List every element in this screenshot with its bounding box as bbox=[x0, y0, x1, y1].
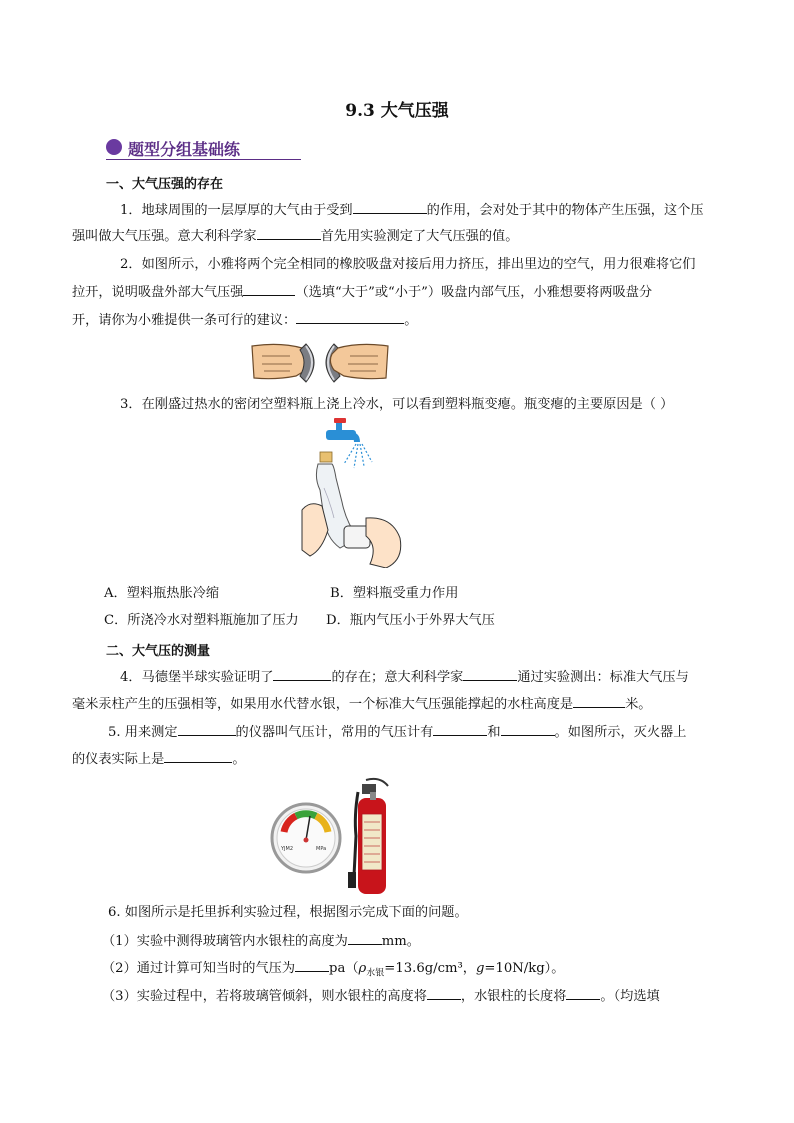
q6-text: （1）实验中测得玻璃管内水银柱的高度为 bbox=[102, 934, 348, 949]
q4-text: 毫米汞柱产生的压强相等，如果用水代替水银，一个标准大气压强能撑起的水柱高度是 bbox=[72, 697, 574, 712]
suction-cups-figure bbox=[250, 336, 390, 388]
q6-text: （3）实验过程中，若将玻璃管倾斜，则水银柱的高度将 bbox=[102, 989, 427, 1004]
answer-blank bbox=[353, 200, 427, 214]
answer-blank bbox=[295, 958, 329, 972]
q6-text: （2）通过计算可知当时的气压为 bbox=[102, 961, 296, 976]
q3-option-b: B．塑料瓶受重力作用 bbox=[330, 586, 459, 601]
answer-blank bbox=[427, 986, 461, 1000]
extinguisher-figure bbox=[270, 776, 400, 898]
q4-text: 通过实验测出：标准大气压与 bbox=[517, 670, 689, 685]
q2-line-3 bbox=[72, 310, 417, 330]
q4-line-2 bbox=[72, 694, 652, 714]
g-symbol: g bbox=[475, 961, 485, 976]
q2-text: 拉开，说明吸盘外部大气压强 bbox=[72, 285, 244, 300]
q5-line-1 bbox=[108, 722, 686, 742]
rho-subscript: 水银 bbox=[366, 968, 385, 979]
q6-stem: 6. 如图所示是托里拆利实验过程，根据图示完成下面的问题。 bbox=[108, 905, 468, 920]
q6-text: =10N/kg）。 bbox=[484, 961, 565, 976]
q6-text: 。（均选填 bbox=[600, 989, 660, 1004]
q5-text: 5. 用来测定 bbox=[108, 725, 178, 740]
answer-blank bbox=[257, 226, 321, 240]
answer-blank bbox=[348, 931, 382, 945]
q6-text: mm。 bbox=[381, 934, 420, 949]
section-heading-1: 一、大气压强的存在 bbox=[106, 177, 224, 192]
q3-option-a: A．塑料瓶热胀冷缩 bbox=[104, 586, 220, 601]
section-heading-2: 二、大气压的测量 bbox=[106, 644, 211, 659]
q6-text: pa（ bbox=[329, 961, 359, 976]
answer-blank bbox=[501, 722, 555, 736]
q4-text: 米。 bbox=[625, 697, 652, 712]
q4-text: 4．马德堡半球实验证明了 bbox=[120, 670, 274, 685]
q1-line-2 bbox=[72, 226, 518, 246]
gauge-model-label: YJM2 bbox=[281, 846, 294, 852]
page-title: 9.3 大气压强 bbox=[345, 101, 449, 121]
q5-text: 和 bbox=[487, 725, 501, 740]
q3-option-c: C．所浇冷水对塑料瓶施加了压力 bbox=[104, 613, 299, 628]
bottle-tap-figure bbox=[300, 418, 410, 568]
answer-blank bbox=[178, 722, 236, 736]
answer-blank bbox=[164, 749, 232, 763]
banner-label: 题型分组基础练 bbox=[128, 140, 241, 159]
q4-line-1 bbox=[120, 667, 689, 687]
q1-line-1 bbox=[120, 200, 704, 220]
answer-blank bbox=[243, 282, 295, 296]
answer-blank bbox=[296, 310, 404, 324]
q6-text: =13.6g/cm³， bbox=[384, 961, 476, 976]
q2-text: （选填“大于”或“小于”）吸盘内部气压，小雅想要将两吸盘分 bbox=[295, 285, 653, 300]
rho-symbol: ρ bbox=[358, 961, 367, 976]
q4-text: 的存在；意大利科学家 bbox=[331, 670, 464, 685]
q1-text: 首先用实验测定了大气压强的值。 bbox=[320, 229, 519, 244]
gauge-unit-label: MPa bbox=[316, 846, 327, 852]
bullet-dot-icon bbox=[106, 139, 122, 155]
answer-blank bbox=[566, 986, 600, 1000]
q2-text: 开，请你为小雅提供一条可行的建议： bbox=[72, 313, 297, 328]
q1-text: 强叫做大气压强。意大利科学家 bbox=[72, 229, 257, 244]
q1-text: 1．地球周围的一层厚厚的大气由于受到 bbox=[120, 203, 353, 218]
q5-text: 。 bbox=[232, 752, 246, 767]
q6-part-1 bbox=[102, 931, 420, 951]
answer-blank bbox=[573, 694, 625, 708]
q5-text: 。如图所示，灭火器上 bbox=[554, 725, 687, 740]
q5-text: 的仪器叫气压计，常用的气压计有 bbox=[235, 725, 434, 740]
section-banner bbox=[106, 137, 301, 160]
q6-part-3 bbox=[102, 986, 660, 1006]
q5-line-2 bbox=[72, 749, 246, 769]
answer-blank bbox=[273, 667, 331, 681]
q3-option-d: D．瓶内气压小于外界大气压 bbox=[326, 613, 495, 628]
answer-blank bbox=[463, 667, 517, 681]
q6-text: ，水银柱的长度将 bbox=[460, 989, 567, 1004]
answer-blank bbox=[433, 722, 487, 736]
q5-text: 的仪表实际上是 bbox=[72, 752, 165, 767]
q2-text: 。 bbox=[404, 313, 418, 328]
q2-line-1: 2．如图所示，小雅将两个完全相同的橡胶吸盘对接后用力挤压，排出里边的空气，用力很难将它们 bbox=[120, 257, 696, 272]
q1-text: 的作用，会对处于其中的物体产生压强，这个压 bbox=[426, 203, 704, 218]
q2-line-2 bbox=[72, 282, 652, 302]
q3-stem: 3．在刚盛过热水的密闭空塑料瓶上浇上冷水，可以看到塑料瓶变瘪。瓶变瘪的主要原因是（ ） bbox=[120, 397, 674, 412]
q6-part-2 bbox=[102, 958, 564, 983]
